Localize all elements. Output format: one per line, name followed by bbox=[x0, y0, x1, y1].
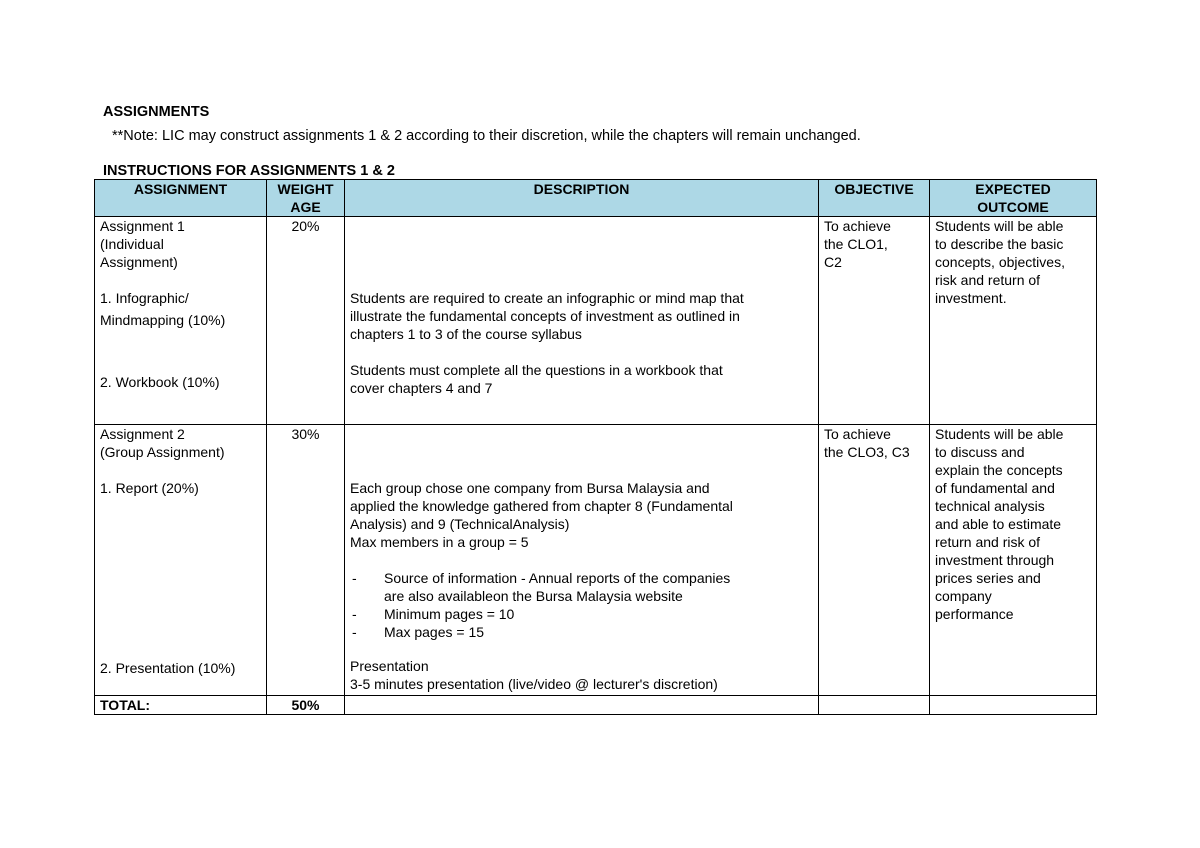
bullet-dash: - bbox=[352, 624, 357, 640]
header-weight-line2: AGE bbox=[290, 199, 321, 215]
assignment-1-type-line1: (Individual bbox=[100, 236, 164, 252]
total-empty-objective bbox=[819, 696, 930, 715]
outcome-line: to describe the basic bbox=[935, 236, 1064, 252]
objective-line: To achieve bbox=[824, 426, 891, 442]
bullet-text: Minimum pages = 10 bbox=[384, 606, 515, 622]
assignment-2-outcome bbox=[930, 425, 1097, 696]
bullet-text: are also availableon the Bursa Malaysia website bbox=[384, 588, 683, 604]
outcome-line: explain the concepts bbox=[935, 462, 1063, 478]
outcome-line: of fundamental and bbox=[935, 480, 1055, 496]
assignment-2-desc-line: Each group chose one company from Bursa Malaysia and bbox=[350, 480, 710, 496]
table-row-assignment-1 bbox=[95, 217, 1097, 425]
assignment-2-type: (Group Assignment) bbox=[100, 444, 225, 460]
total-label: TOTAL: bbox=[95, 696, 267, 715]
assignments-table bbox=[94, 179, 1097, 715]
bullet-item bbox=[350, 623, 813, 641]
assignment-2-item-presentation: 2. Presentation (10%) bbox=[100, 660, 236, 676]
instructions-heading: INSTRUCTIONS FOR ASSIGNMENTS 1 & 2 bbox=[103, 163, 395, 179]
outcome-line: and able to estimate bbox=[935, 516, 1062, 532]
bullet-item bbox=[350, 605, 813, 623]
assignment-1-description bbox=[345, 217, 819, 425]
assignment-1-cell bbox=[95, 217, 267, 425]
assignment-2-desc-line: Analysis) and 9 (TechnicalAnalysis) bbox=[350, 516, 570, 532]
assignment-2-desc-line: Presentation bbox=[350, 658, 429, 674]
header-description: DESCRIPTION bbox=[345, 180, 819, 217]
assignment-2-objective bbox=[819, 425, 930, 696]
assignment-1-outcome bbox=[930, 217, 1097, 425]
bullet-text: Max pages = 15 bbox=[384, 624, 485, 640]
assignment-2-desc-line: applied the knowledge gathered from chapter 8 (Fundamental bbox=[350, 498, 733, 514]
total-empty-description bbox=[345, 696, 819, 715]
outcome-line: prices series and bbox=[935, 570, 1041, 586]
section-heading: ASSIGNMENTS bbox=[103, 104, 210, 120]
outcome-line: return and risk of bbox=[935, 534, 1041, 550]
header-outcome-line2: OUTCOME bbox=[977, 199, 1049, 215]
assignment-2-cell bbox=[95, 425, 267, 696]
header-assignment: ASSIGNMENT bbox=[95, 180, 267, 217]
assignment-1-desc-line: Students are required to create an infographic or mind map that bbox=[350, 290, 744, 306]
assignment-2-desc-line: 3-5 minutes presentation (live/video @ lecturer's discretion) bbox=[350, 676, 718, 692]
table-header-row bbox=[95, 180, 1097, 217]
objective-line: C2 bbox=[824, 254, 842, 270]
objective-line: To achieve bbox=[824, 218, 891, 234]
assignment-1-title: Assignment 1 bbox=[100, 218, 185, 234]
assignment-2-desc-line: Max members in a group = 5 bbox=[350, 534, 529, 550]
assignment-2-description bbox=[345, 425, 819, 696]
bullet-item bbox=[350, 569, 813, 605]
outcome-line: concepts, objectives, bbox=[935, 254, 1065, 270]
assignment-1-item-workbook: 2. Workbook (10%) bbox=[100, 374, 220, 390]
outcome-line: to discuss and bbox=[935, 444, 1025, 460]
header-outcome-line1: EXPECTED bbox=[975, 181, 1051, 197]
table-row-assignment-2 bbox=[95, 425, 1097, 696]
outcome-line: technical analysis bbox=[935, 498, 1045, 514]
assignment-1-weight: 20% bbox=[267, 217, 345, 425]
header-objective: OBJECTIVE bbox=[819, 180, 930, 217]
header-weight-line1: WEIGHT bbox=[277, 181, 334, 197]
total-empty-outcome bbox=[930, 696, 1097, 715]
assignment-1-type-line2: Assignment) bbox=[100, 254, 178, 270]
objective-line: the CLO3, C3 bbox=[824, 444, 910, 460]
bullet-text: Source of information - Annual reports of the companies bbox=[384, 570, 731, 586]
bullet-dash: - bbox=[352, 606, 357, 622]
note-text: **Note: LIC may construct assignments 1 & 2 according to their discretion, while the chapters will remain unchanged. bbox=[112, 128, 861, 144]
bullet-dash: - bbox=[352, 570, 357, 586]
header-expected-outcome bbox=[930, 180, 1097, 217]
assignment-1-desc-line: Students must complete all the questions in a workbook that bbox=[350, 362, 723, 378]
outcome-line: Students will be able bbox=[935, 426, 1064, 442]
outcome-line: investment through bbox=[935, 552, 1055, 568]
table-total-row bbox=[95, 696, 1097, 715]
outcome-line: performance bbox=[935, 606, 1014, 622]
outcome-line: risk and return of bbox=[935, 272, 1041, 288]
total-weight: 50% bbox=[267, 696, 345, 715]
assignment-1-objective bbox=[819, 217, 930, 425]
outcome-line: Students will be able bbox=[935, 218, 1064, 234]
outcome-line: investment. bbox=[935, 290, 1007, 306]
assignment-1-desc-line: illustrate the fundamental concepts of investment as outlined in bbox=[350, 308, 740, 324]
assignment-1-desc-line: cover chapters 4 and 7 bbox=[350, 380, 493, 396]
assignment-2-weight: 30% bbox=[267, 425, 345, 696]
assignment-1-desc-line: chapters 1 to 3 of the course syllabus bbox=[350, 326, 582, 342]
assignment-1-item-mindmapping: Mindmapping (10%) bbox=[100, 312, 226, 328]
assignment-2-title: Assignment 2 bbox=[100, 426, 185, 442]
objective-line: the CLO1, bbox=[824, 236, 888, 252]
outcome-line: company bbox=[935, 588, 992, 604]
assignment-1-item-infographic: 1. Infographic/ bbox=[100, 290, 189, 306]
assignment-2-item-report: 1. Report (20%) bbox=[100, 480, 199, 496]
header-weightage bbox=[267, 180, 345, 217]
